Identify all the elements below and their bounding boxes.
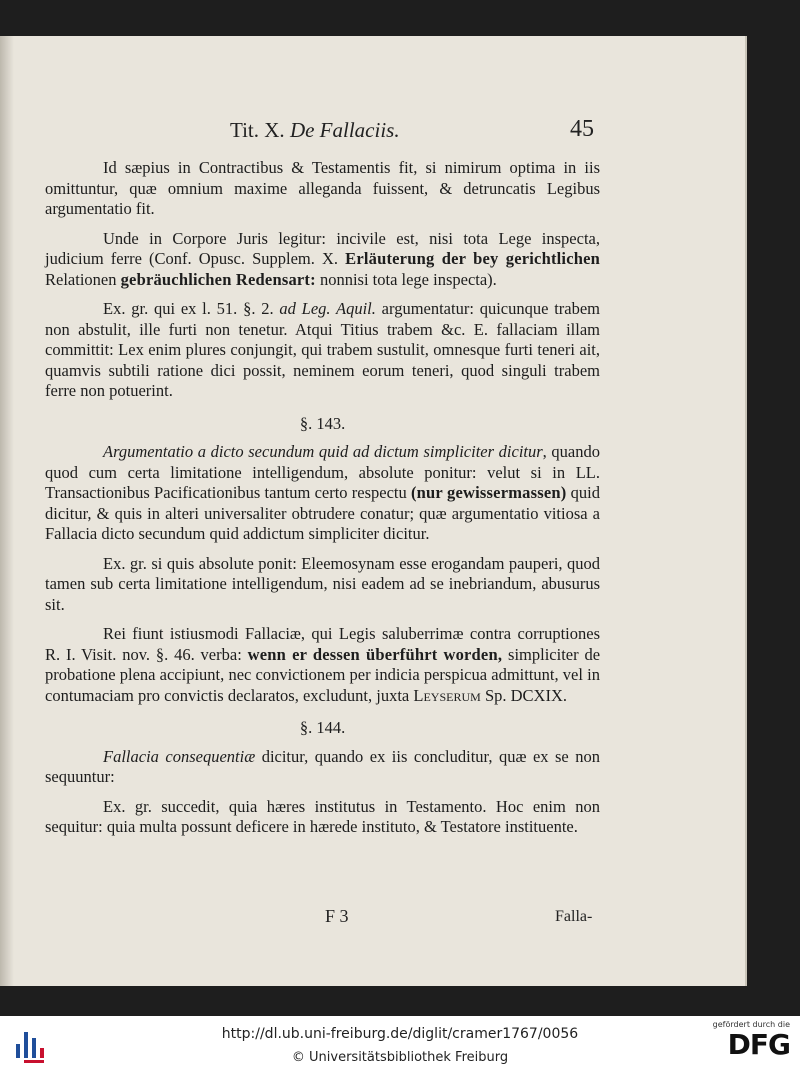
signature-mark: F 3 [325, 906, 349, 926]
paragraph-2-fraktur-a: Erläuterung der bey gerichtlichen [345, 249, 601, 268]
paragraph-6 [45, 624, 600, 706]
paragraph-3-part-b: argumentatur: quicunque trabem non abstulit, ille furti non tenetur. Atqui Titius trabem &c. E. fallaciam illam committit: Lex enim plures conjungit, qui trabem sustulit, omnesque furti teneri ait, quamvis subtili ratione dici possit, neminem eorum teneri, quod singuli trabem ferre non potuerint. [45, 299, 601, 400]
paragraph-4-fraktur: (nur gewissermassen) [410, 483, 567, 502]
paragraph-2-part-c: nonnisi tota lege inspecta). [319, 269, 497, 289]
copyright-notice: © Universitätsbibliothek Freiburg [291, 1050, 509, 1065]
running-head-title: De Fallaciis. [289, 118, 400, 142]
paragraph-3-part-a: Ex. gr. qui ex l. 51. §. 2. [103, 299, 274, 318]
body-text [45, 158, 600, 847]
paragraph-7-italic: Fallacia consequentiæ [103, 746, 256, 766]
paragraph-3-italic: ad Leg. Aquil. [279, 299, 376, 318]
paragraph-4 [45, 442, 600, 545]
document-url[interactable]: http://dl.ub.uni-freiburg.de/diglit/cramer1767/0056 [221, 1026, 579, 1042]
paragraph-7 [45, 747, 600, 788]
running-head [230, 118, 595, 143]
dfg-logo-text: DFG [727, 1028, 790, 1061]
section-heading-144: §. 144. [299, 718, 346, 737]
paragraph-2-part-a: Unde in Corpore Juris legitur: incivile est, nisi tota Lege inspecta, judicium ferre (Conf. Opusc. Supplem. X. [45, 228, 600, 268]
paragraph-8: Ex. gr. succedit, quia hæres institutus in Testamento. Hoc enim non sequitur: quia multa possunt deficere in hærede instituto, & Testatore instituente. [45, 796, 600, 836]
paragraph-2-fraktur-b: gebräuchlichen Redensart: [120, 269, 316, 289]
paragraph-7-part-a: dicitur, quando ex iis concluditur, quæ ex se non sequuntur: [45, 746, 600, 786]
scanned-page [0, 36, 745, 986]
paragraph-6-part-c: Sp. DCXIX. [484, 685, 567, 705]
funding-label: gefördert durch die [712, 1020, 790, 1029]
paragraph-2 [45, 229, 600, 291]
page-spine-shadow [0, 36, 14, 986]
page-number: 45 [570, 116, 594, 142]
viewer-footer [0, 1016, 800, 1072]
paragraph-1: Id sæpius in Contractibus & Testamentis fit, si nimirum optima in iis omittuntur, quæ omnium maxime alleganda fuissent, & detruncatis Legibus argumentatio fit. [45, 158, 600, 218]
paragraph-6-part-b: simpliciter de probatione plena accipiunt, nec convictionem per indicia perspicua admittunt, vel in contumaciam pro convictis declaratos, excludunt, juxta [45, 644, 601, 705]
section-heading-143: §. 143. [299, 413, 346, 433]
paragraph-4-italic: Argumentatio a dicto secundum quid ad dictum simpliciter dicitur [103, 442, 543, 461]
running-head-prefix: Tit. X. [230, 118, 285, 142]
paragraph-4-part-a: , quando quod cum certa limitatione intelligendum, absolute ponitur: velut si in LL. Transactionibus Pacificationibus tantum certo respectu [45, 442, 600, 502]
paragraph-2-part-b: Relationen [45, 269, 117, 289]
paragraph-6-part-a: Rei fiunt istiusmodi Fallaciæ, qui Legis saluberrimæ contra corruptiones R. I. Visit. nov. §. 46. verba: [45, 624, 600, 664]
paragraph-6-fraktur: wenn er dessen überführt worden, [247, 644, 503, 664]
paragraph-6-smallcaps: Leyserum [413, 685, 481, 705]
paragraph-3 [45, 299, 600, 402]
paragraph-4-part-b: quid dicitur, & quis in alteri universaliter obtrudere conatur; quæ argumentatio vitiosa a Fallacia dicto secundum quid addictum simpliciter dicitur. [45, 483, 601, 543]
catchword: Falla- [555, 908, 593, 925]
dfg-funding-logo [705, 1020, 790, 1068]
paragraph-5: Ex. gr. si quis absolute ponit: Eleemosynam esse erogandam pauperi, quod tamen sub certa limitatione intelligendum, nisi eadem ad se inebriandum, abusurus sit. [45, 553, 600, 614]
